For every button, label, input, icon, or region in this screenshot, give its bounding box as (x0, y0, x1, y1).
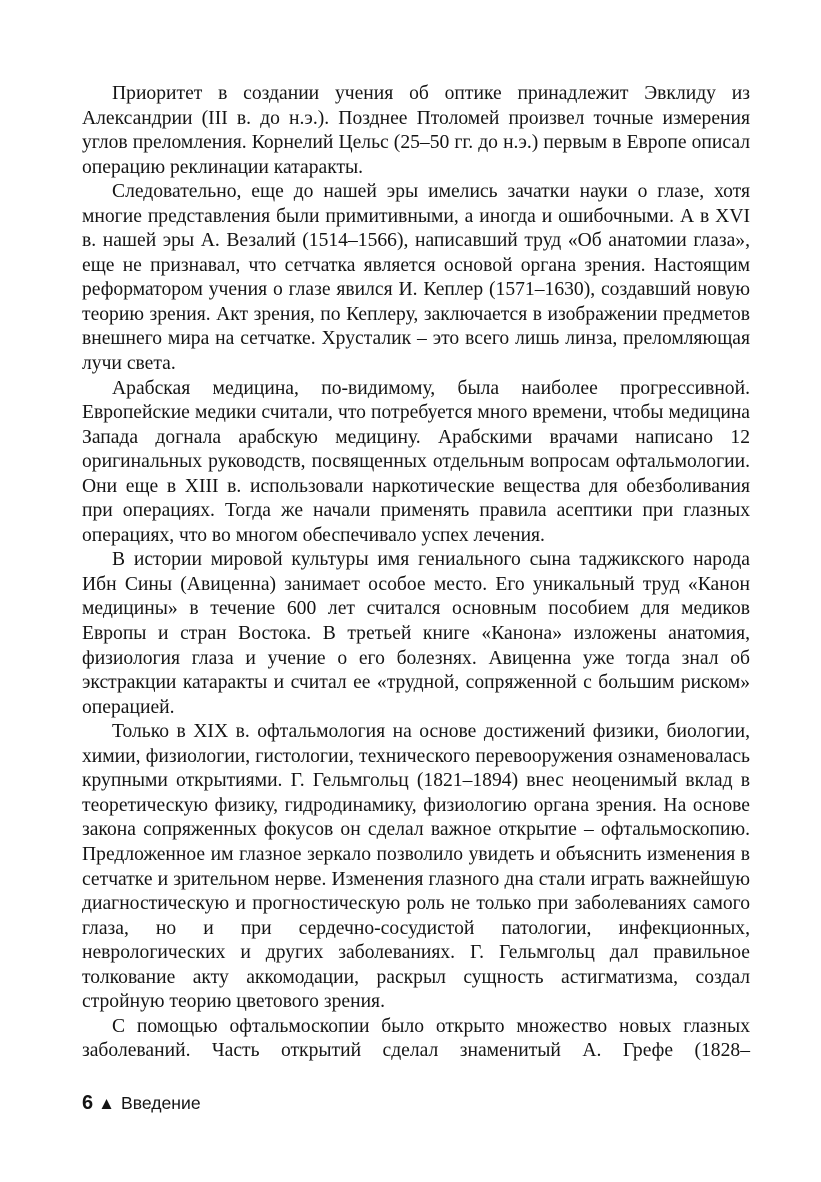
paragraph-before-our-era: Следовательно, еще до нашей эры имелись зачатки науки о глазе, хотя многие представления были примитивными, а иногда и ошибочными. А в XVI в. нашей эры А. Везалий (1514–1566), написавший труд «Об анатомии глаза», еще не признавал, что сетчатка является основой органа зрения. Настоящим реформатором учения о глазе явился И. Кеплер (1571–1630), создавший новую теорию зрения. Акт зрения, по Кеплеру, заключается в изображении предметов внешнего мира на сетчатке. Хрусталик – это всего лишь линза, преломляющая лучи света. (82, 181, 750, 375)
page-body-text (82, 82, 750, 1064)
paragraph-avicenna: В истории мировой культуры имя гениального сына таджикского народа Ибн Сины (Авиценна) занимает особое место. Его уникальный труд «Канон медицины» в течение 600 лет считался основным пособием для медиков Европы и стран Востока. В третьей книге «Канона» изложены анатомия, физиология глаза и учение о его болезнях. Авиценна уже тогда знал об экстракции катаракты и считал ее «трудной, сопряженной с большим риском» операцией. (82, 549, 750, 718)
page-footer (82, 1092, 201, 1115)
paragraph-optics-priority: Приоритет в создании учения об оптике принадлежит Эвклиду из Александрии (III в. до н.э.). Позднее Птоломей произвел точные измерения углов преломления. Корнелий Цельс (25–50 гг. до н.э.) первым в Европе описал операцию реклинации катаракты. (82, 83, 750, 178)
page-number: 6 (82, 1092, 94, 1114)
paragraph-arabic-medicine: Арабская медицина, по-видимому, была наиболее прогрессивной. Европейские медики считали, что потребуется много времени, чтобы медицина Запада догнала арабскую медицину. Арабскими врачами написано 12 оригинальных руководств, посвященных отдельным вопросам офтальмологии. Они еще в XIII в. использовали наркотические вещества для обезболивания при операциях. Тогда же начали применять правила асептики при глазных операциях, что во многом обеспечивало успех лечения. (82, 377, 750, 546)
paragraph-helmholtz: Только в XIX в. офтальмология на основе достижений физики, биологии, химии, физиологии, гистологии, технического перевооружения ознаменовалась крупными открытиями. Г. Гельмгольц (1821–1894) внес неоценимый вклад в теоретическую физику, гидродинамику, физиологию органа зрения. На основе закона сопряженных фокусов он сделал важное открытие – офтальмоскопию. Предложенное им глазное зеркало позволило увидеть и объяснить изменения в сетчатке и зрительном нерве. Изменения глазного дна стали играть важнейшую диагностическую и прогностическую роль не только при заболеваниях самого глаза, но и при сердечно-сосудистой патологии, инфекционных, неврологических и других заболеваниях. Г. Гельмгольц дал правильное толкование акту аккомодации, раскрыл сущность астигматизма, создал стройную теорию цветового зрения. (82, 721, 750, 1013)
running-head-section-title: Введение (120, 1093, 201, 1113)
paragraph-ophthalmoscopy: С помощью офтальмоскопии было открыто множество новых глазных заболеваний. Часть открытий сделал знаменитый А. Грефе (1828– (82, 1015, 750, 1062)
triangle-marker-icon: ▲ (98, 1094, 115, 1113)
